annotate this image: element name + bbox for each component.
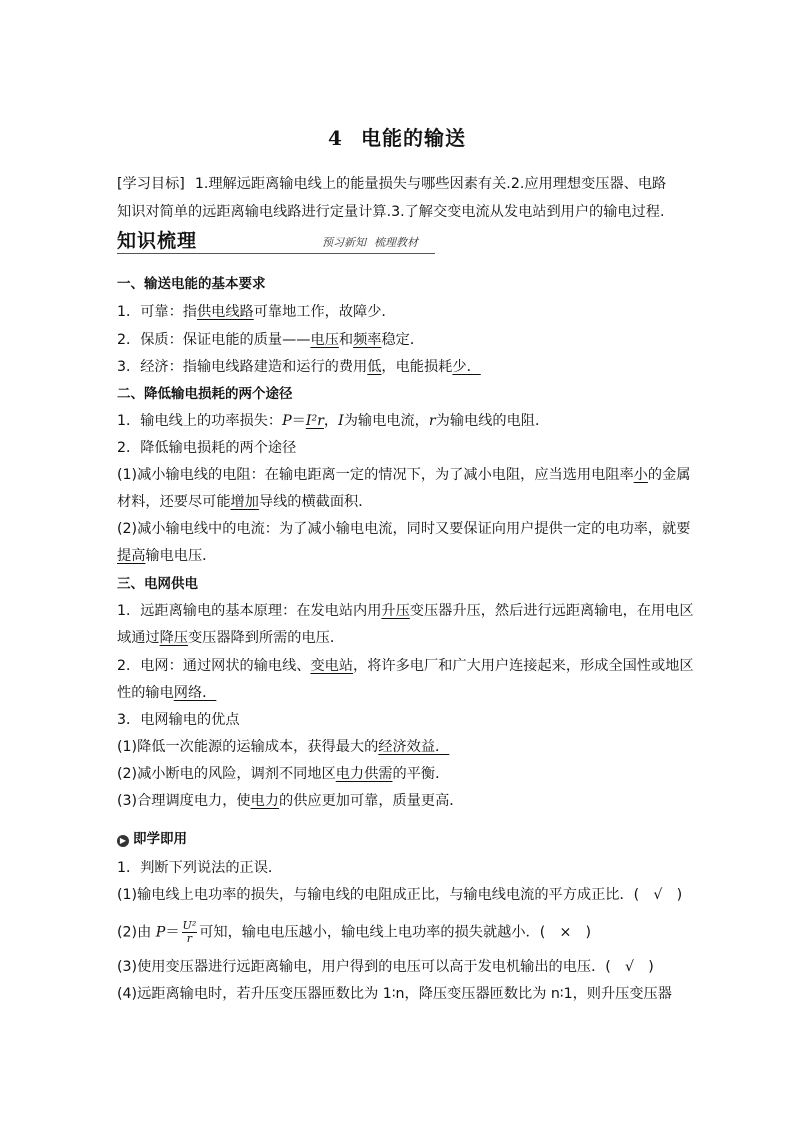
goal-text: 1.理解远距离输电线上的能量损失与哪些因素有关.2.应用理想变压器、电路知识对简单的远距离输电线路进行定量计算.3.了解交变电流从发电站到用户的输电过程.: [117, 176, 667, 220]
list-item: 2．降低输电损耗的两个途径: [117, 440, 297, 456]
learning-goal: [117, 170, 680, 226]
list-item: (2)减小输电线中的电流：为了减小输电电流，同时又要保证向用户提供一定的电功率，就要: [117, 521, 691, 537]
list-item: (1)减小输电线的电阻：在输电距离一定的情况下，为了减小电阻，应当选用电阻率小的金属: [117, 467, 691, 483]
goal-label: [学习目标]: [117, 176, 185, 192]
title-number: 4: [328, 126, 343, 150]
judgement-item: (4)远距离输电时，若升压变压器匝数比为 1∶n，降压变压器匝数比为 n∶1，则升压变压器: [117, 986, 672, 1002]
section-heading-3: 三、电网供电: [117, 576, 198, 592]
quick-practice-heading: [117, 829, 687, 849]
list-item: 1．输电线上的功率损失：P＝I²r，I为输电电流，r为输电线的电阻．: [117, 413, 550, 429]
list-item: 1．远距离输电的基本原理：在发电站内用升压变压器升压，然后进行远距离输电，在用电区: [117, 603, 694, 619]
question: 1．判断下列说法的正误．: [117, 860, 283, 876]
list-item: 2．电网：通过网状的输电线、变电站，将许多电厂和广大用户连接起来，形成全国性或地区: [117, 658, 694, 674]
judgement-item: (2)由 P＝ $\frac{\text{U²}}{r}$ 可知，输电电压越小，输电线上电功率的损失就越小．( × ): [117, 919, 592, 945]
quick-practice-label: 即学即用: [133, 831, 187, 847]
list-item: (2)减小断电的风险，调剂不同地区电力供需的平衡．: [117, 766, 450, 782]
knowledge-banner: [117, 226, 437, 256]
list-item-continued: 域通过降压变压器降到所需的电压．: [117, 630, 345, 646]
banner-sub1: 预习新知: [322, 236, 366, 249]
judgement-item: (1)输电线上电功率的损失，与输电线的电阻成正比，与输电线电流的平方成正比．( √ ): [117, 887, 683, 903]
section-heading-2: 二、降低输电损耗的两个途径: [117, 386, 293, 402]
banner-heading: 知识梳理: [117, 230, 198, 252]
list-item-continued: 材料，还要尽可能增加导线的横截面积．: [117, 494, 373, 510]
fraction: $\frac{\text{U²}}{r}$: [182, 919, 197, 945]
list-item: 2．保质：保证电能的质量——电压和频率稳定．: [117, 332, 425, 348]
page-title: [0, 122, 794, 151]
banner-sub2: 梳理教材: [374, 236, 418, 249]
list-item: 3．电网输电的优点: [117, 712, 240, 728]
list-item: (1)降低一次能源的运输成本，获得最大的经济效益．: [117, 739, 450, 755]
banner-subtitle: [322, 234, 418, 250]
list-item: (3)合理调度电力，使电力的供应更加可靠，质量更高．: [117, 793, 464, 809]
list-item: 3．经济：指输电线路建造和运行的费用低，电能损耗少．: [117, 359, 481, 375]
play-icon: ▶: [117, 835, 129, 847]
list-item-continued: 性的输电网络．: [117, 685, 217, 701]
banner-divider: [117, 253, 435, 254]
section-heading-1: 一、输送电能的基本要求: [117, 276, 266, 292]
list-item-continued: 提高输电电压．: [117, 548, 217, 564]
judgement-item: (3)使用变压器进行远距离输电，用户得到的电压可以高于发电机输出的电压．( √ ): [117, 959, 654, 975]
title-text: 电能的输送: [360, 126, 466, 150]
list-item: 1．可靠：指供电线路可靠地工作，故障少．: [117, 304, 396, 320]
